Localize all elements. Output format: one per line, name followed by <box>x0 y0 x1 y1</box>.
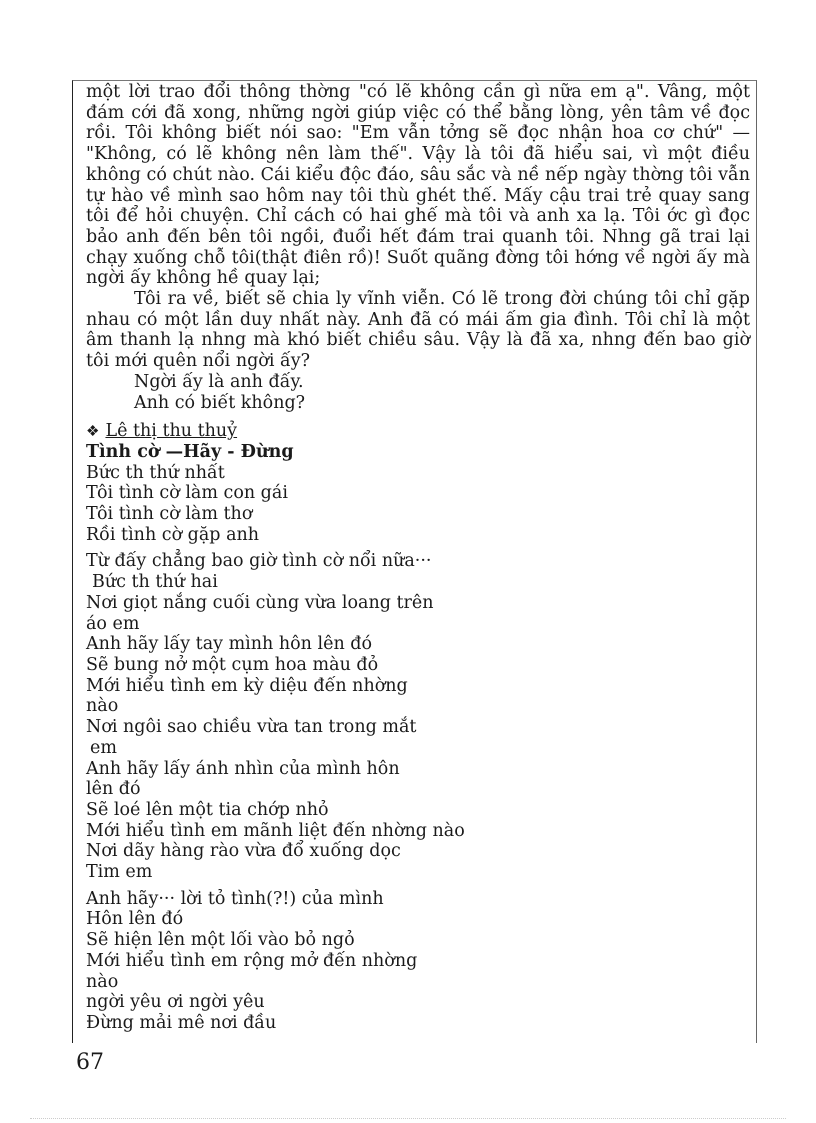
poem-body <box>86 463 750 1034</box>
poem-line: Sẽ hiện lên một lối vào bỏ ngỏ <box>86 930 355 951</box>
poem-line: Hôn lên đó <box>86 909 184 930</box>
poem-line: Mới hiểu tình em kỳ diệu đến nhờng <box>86 675 408 696</box>
poem-line: ngời yêu ơi ngời yêu <box>86 992 265 1013</box>
author-name: Lê thị thu thuỷ <box>105 421 238 442</box>
closing-line-2: Anh có biết không? <box>134 392 306 413</box>
poem-line: Nơi dãy hàng rào vừa đổ xuống dọc <box>86 841 401 862</box>
diamond-bullet-icon: ❖ <box>86 422 100 441</box>
prose-paragraph-2: Tôi ra về, biết sẽ chia ly vĩnh viễn. Có lẽ trong đời chúng tôi chỉ gặp nhau có một lần duy nhất này. Anh đã có mái ấm gia đình. Tôi chỉ là một âm thanh lạ nhng mà khó biết chiều sâu. Vậy là đã xa, nhng đến bao giờ tôi mới quên nổi ngời ấy? <box>86 289 750 372</box>
poem-line: Sẽ bung nở một cụm hoa màu đỏ <box>86 654 379 675</box>
poem-line: Mới hiểu tình em rộng mở đến nhờng <box>86 950 418 971</box>
poem-line: Anh hãy··· lời tỏ tình(?!) của mình <box>86 888 384 909</box>
poem-line: lên đó <box>86 779 141 800</box>
poem-line: nào <box>86 971 119 992</box>
poem-line: em <box>90 737 117 758</box>
prose-paragraph-1: một lời trao đổi thông thờng "có lẽ không cần gì nữa em ạ". Vâng, một đám cới đã xong, những ngời giúp việc có thể bằng lòng, yên tâm về đọc rồi. Tôi không biết nói sao: "Em vẫn tởng sẽ đọc nhận hoa cơ chứ" — "Không, có lẽ không nên làm thế". Vậy là tôi đã hiểu sai, vì một điều không có chút nào. Cái kiểu độc đáo, sâu sắc và nề nếp ngày thờng tôi vẫn tự hào về mình sao hôm nay tôi thù ghét thế. Mấy cậu trai trẻ quay sang tôi để hỏi chuyện. Chỉ cách có hai ghế mà tôi và anh xa lạ. Tôi ớc gì đọc bảo anh đến bên tôi ngồi, đuổi hết đám trai quanh tôi. Nhng gã trai lại chạy xuống chỗ tôi(thật điên rồ)! Suốt quãng đờng tôi hớng về ngời ấy mà ngời ấy không hề quay lại; <box>86 82 750 289</box>
poem-line: Rồi tình cờ gặp anh <box>86 524 260 545</box>
poem-line: Từ đấy chẳng bao giờ tình cờ nổi nữa··· <box>86 551 432 572</box>
poem-line: Sẽ loé lên một tia chớp nhỏ <box>86 799 329 820</box>
poem-line: Mới hiểu tình em mãnh liệt đến nhờng nào <box>86 820 465 841</box>
poem-line: Đừng mải mê nơi đầu <box>86 1012 277 1033</box>
poem-line: nào <box>86 696 119 717</box>
poem-title: Tình cờ —Hãy - Đừng <box>86 441 294 462</box>
page-content <box>86 82 750 1034</box>
poem-line: Nơi ngôi sao chiều vừa tan trong mắt <box>86 717 417 738</box>
page-number: 67 <box>76 1050 104 1075</box>
poem-line: Tim em <box>86 862 153 883</box>
closing-line-1: Ngời ấy là anh đấy. <box>134 371 304 392</box>
poem-line: áo em <box>86 613 140 634</box>
poem-line: Tôi tình cờ làm thơ <box>86 504 253 525</box>
bottom-divider <box>30 1118 786 1119</box>
poem-line: Nơi giọt nắng cuối cùng vừa loang trên <box>86 592 434 613</box>
poem-line: Anh hãy lấy ánh nhìn của mình hôn <box>86 758 400 779</box>
poem-line: Tôi tình cờ làm con gái <box>86 483 288 504</box>
poem-line: Anh hãy lấy tay mình hôn lên đó <box>86 634 373 655</box>
poem-line: Bức th thứ hai <box>92 572 218 593</box>
poem-line: Bức th thứ nhất <box>86 462 225 483</box>
author-line <box>86 421 750 442</box>
